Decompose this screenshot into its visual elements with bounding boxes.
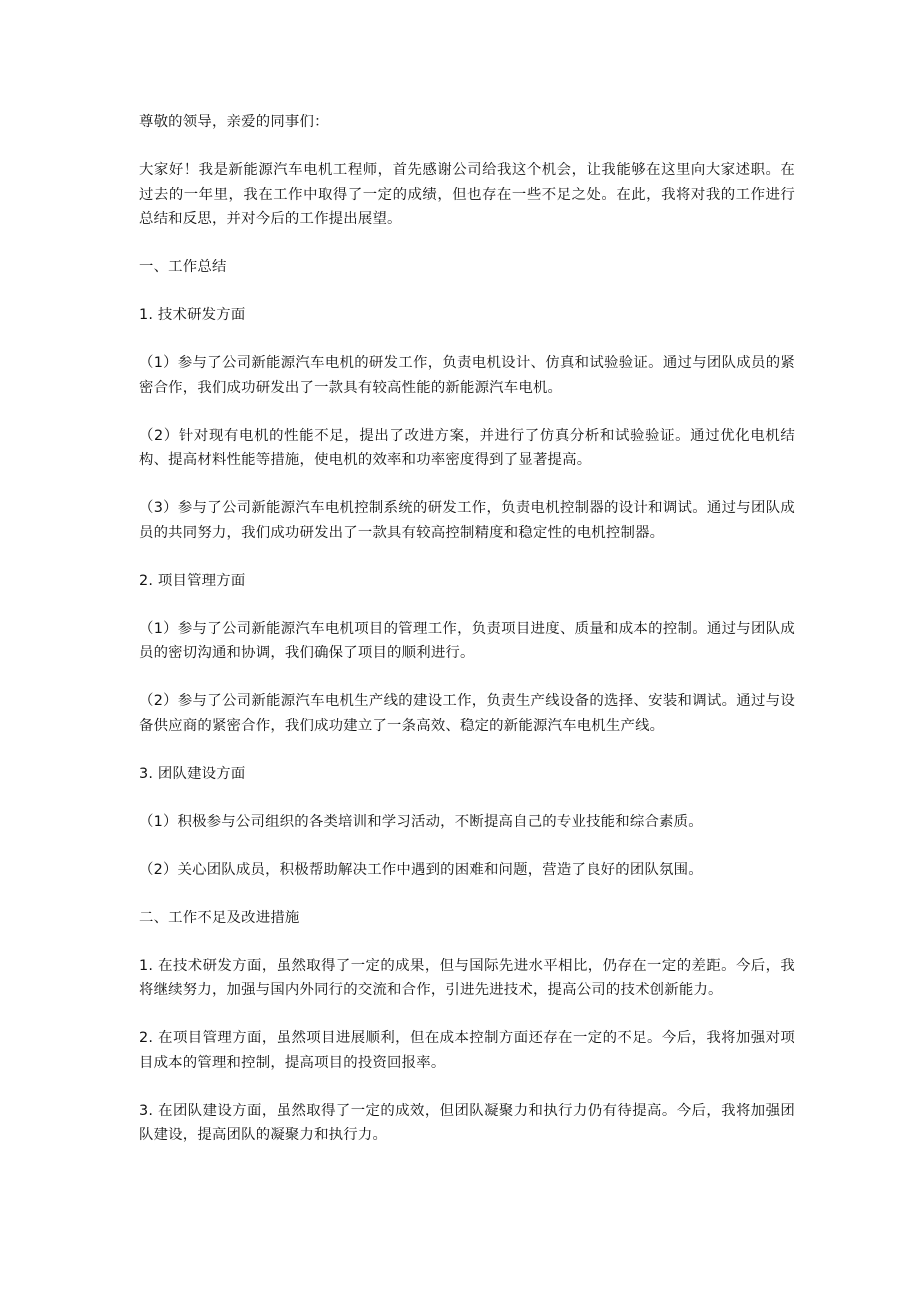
list-item: （1）参与了公司新能源汽车电机的研发工作，负责电机设计、仿真和试验验证。通过与团队成员的紧密合作，我们成功研发出了一款具有较高性能的新能源汽车电机。 — [139, 355, 795, 396]
subheading-project-management: 2. 项目管理方面 — [139, 572, 246, 589]
intro-paragraph: 大家好！我是新能源汽车电机工程师，首先感谢公司给我这个机会，让我能够在这里向大家述职。在过去的一年里，我在工作中取得了一定的成绩，但也存在一些不足之处。在此，我将对我的工作进行总结和反思，并对今后的工作提出展望。 — [139, 162, 795, 227]
subheading-team-building: 3. 团队建设方面 — [139, 765, 246, 782]
list-item: （3）参与了公司新能源汽车电机控制系统的研发工作，负责电机控制器的设计和调试。通过与团队成员的共同努力，我们成功研发出了一款具有较高控制精度和稳定性的电机控制器。 — [139, 500, 795, 541]
list-item: （1）参与了公司新能源汽车电机项目的管理工作，负责项目进度、质量和成本的控制。通过与团队成员的密切沟通和协调，我们确保了项目的顺利进行。 — [139, 620, 795, 661]
improvement-item: 3. 在团队建设方面，虽然取得了一定的成效，但团队凝聚力和执行力仍有待提高。今后，我将加强团队建设，提高团队的凝聚力和执行力。 — [139, 1102, 795, 1143]
list-item: （2）针对现有电机的性能不足，提出了改进方案，并进行了仿真分析和试验验证。通过优化电机结构、提高材料性能等措施，使电机的效率和功率密度得到了显著提高。 — [139, 427, 795, 468]
list-item: （2）参与了公司新能源汽车电机生产线的建设工作，负责生产线设备的选择、安装和调试。通过与设备供应商的紧密合作，我们成功建立了一条高效、稳定的新能源汽车电机生产线。 — [139, 693, 795, 734]
improvement-item: 1. 在技术研发方面，虽然取得了一定的成果，但与国际先进水平相比，仍存在一定的差距。今后，我将继续努力，加强与国内外同行的交流和合作，引进先进技术，提高公司的技术创新能力。 — [139, 957, 795, 998]
section-heading-improvements: 二、工作不足及改进措施 — [139, 909, 300, 926]
list-item: （1）积极参与公司组织的各类培训和学习活动，不断提高自己的专业技能和综合素质。 — [139, 813, 703, 830]
subheading-tech-rd: 1. 技术研发方面 — [139, 307, 246, 323]
list-item: （2）关心团队成员，积极帮助解决工作中遇到的困难和问题，营造了良好的团队氛围。 — [139, 861, 703, 878]
document-page — [139, 110, 795, 1171]
improvement-item: 2. 在项目管理方面，虽然项目进展顺利，但在成本控制方面还存在一定的不足。今后，我将加强对项目成本的管理和控制，提高项目的投资回报率。 — [139, 1030, 795, 1071]
section-heading-work-summary: 一、工作总结 — [139, 259, 227, 275]
greeting: 尊敬的领导，亲爱的同事们： — [139, 114, 329, 130]
